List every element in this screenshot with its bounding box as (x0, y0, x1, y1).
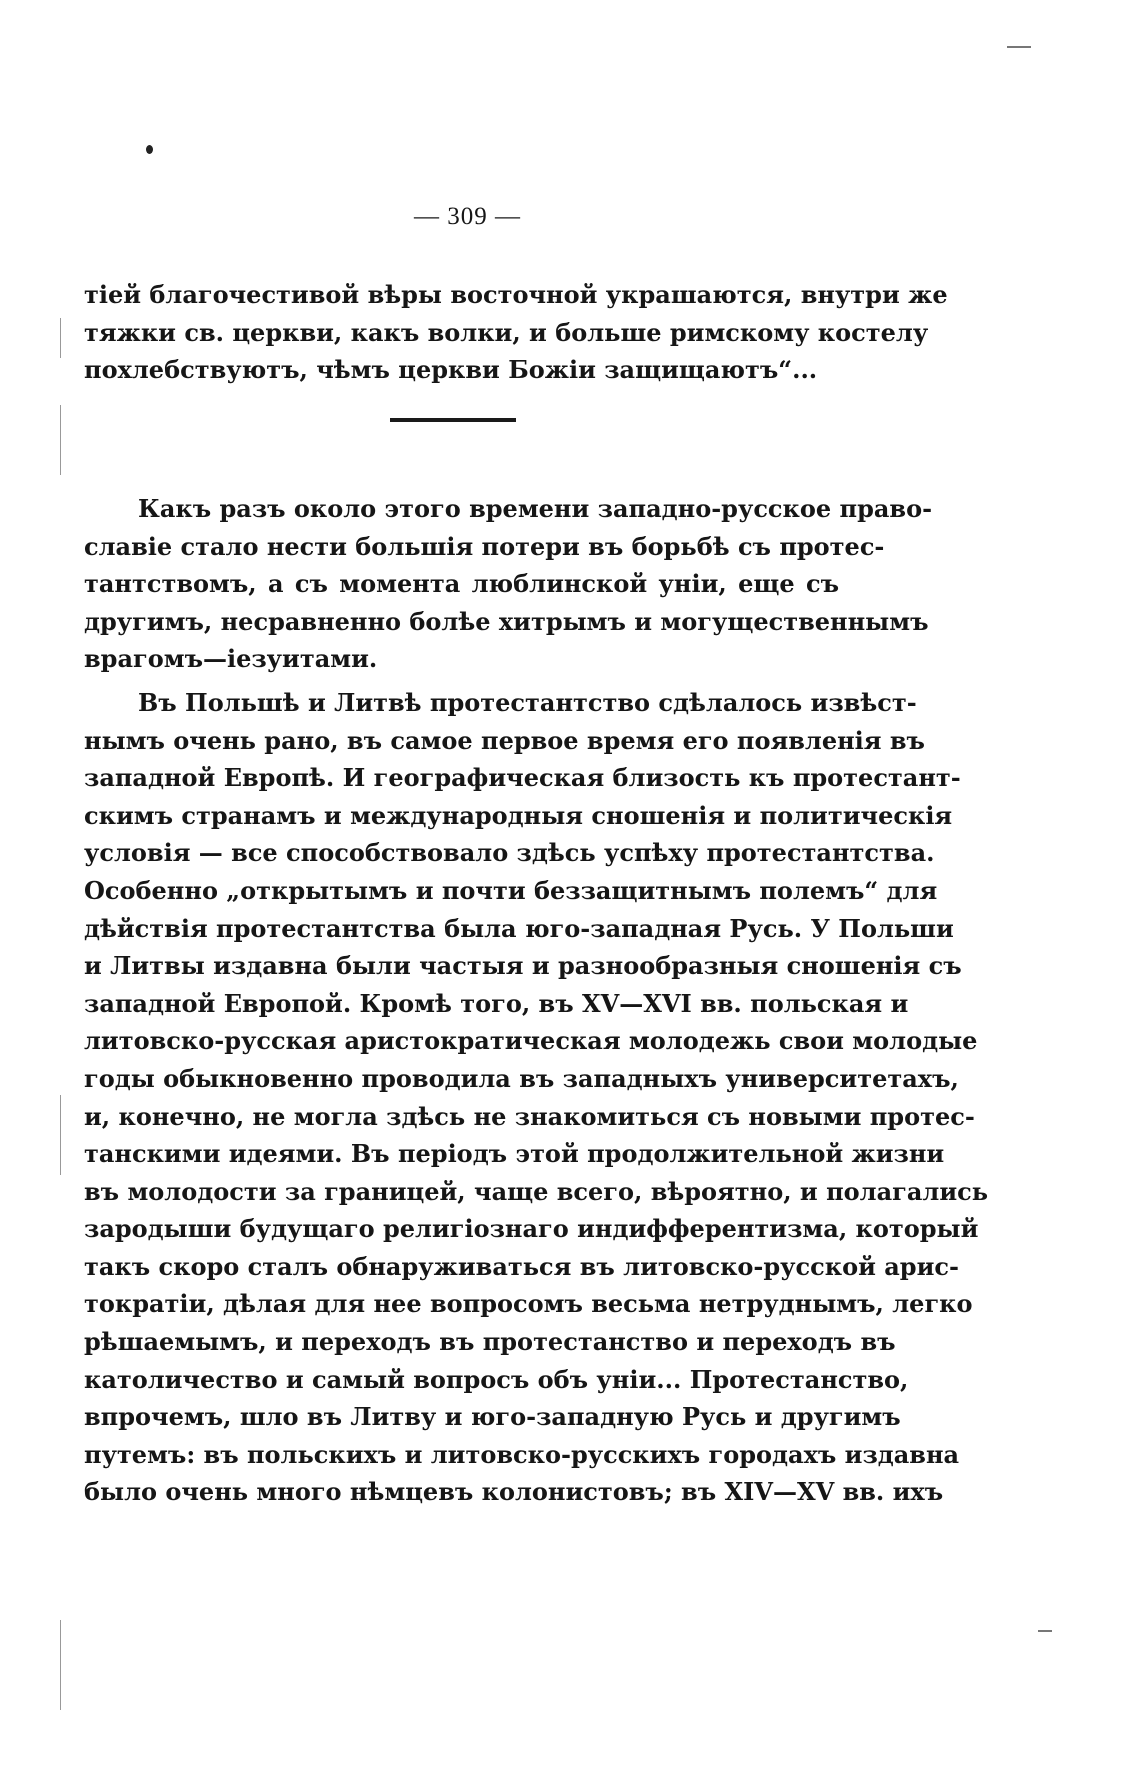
text-line: похлебствуютъ, чѣмъ церкви Божіи защищаютъ“... (84, 355, 818, 385)
margin-line-mark (60, 1095, 61, 1175)
text-line: тяжки св. церкви, какъ волки, и больше римскому костелу (84, 317, 929, 347)
page-number: — 309 — (414, 203, 521, 230)
text-line: такъ скоро сталъ обнаруживаться въ литовско-русской арис- (84, 1251, 959, 1281)
text-line: условія — все способствовало здѣсь успѣху протестантства. (84, 838, 935, 868)
text-line: впрочемъ, шло въ Литву и юго-западную Русь и другимъ (84, 1402, 901, 1432)
text-line: славіе стало нести большія потери въ борьбѣ съ протес- (84, 531, 885, 561)
text-line: Какъ разъ около этого времени западно-русское право- (138, 494, 933, 523)
text-line: западной Европѣ. И географическая близость къ протестант- (84, 763, 961, 793)
text-line: въ молодости за границей, чаще всего, вѣроятно, и полагались (84, 1176, 989, 1206)
text-line: скимъ странамъ и международныя сношенія и политическія (84, 800, 953, 830)
text-line: дѣйствія протестантства была юго-западная Русь. У Польши (84, 913, 954, 943)
text-line: и, конечно, не могла здѣсь не знакомиться съ новыми протес- (84, 1101, 975, 1131)
paragraph-2 (84, 684, 989, 1511)
text-line: было очень много нѣмцевъ колонистовъ; въ XIV—XV вв. ихъ (84, 1477, 944, 1507)
paragraph-1 (84, 490, 933, 678)
text-line: католичество и самый вопросъ объ уніи... Протестанство, (84, 1364, 909, 1394)
text-line: другимъ, несравненно болѣе хитрымъ и могущественнымъ (84, 606, 929, 636)
body-text-block (84, 490, 989, 1511)
text-line: танскими идеями. Въ періодъ этой продолжительной жизни (84, 1139, 945, 1169)
text-line: врагомъ—іезуитами. (84, 644, 378, 674)
text-line: Въ Польшѣ и Литвѣ протестантство сдѣлалось извѣст- (138, 687, 917, 717)
text-line: литовско-русская аристократическая молодежь свои молодые (84, 1026, 978, 1056)
text-line: зародыши будущаго религіознаго индифферентизма, который (84, 1214, 979, 1244)
section-divider-rule (390, 418, 516, 422)
text-line: нымъ очень рано, въ самое первое время его появленія въ (84, 725, 925, 755)
text-line: Особенно „открытымъ и почти беззащитнымъ полемъ“ для (84, 875, 938, 905)
scan-speck-mark (1038, 1630, 1052, 1632)
text-line: западной Европой. Кромѣ того, въ XV—XVI вв. польская и (84, 988, 909, 1018)
text-line: путемъ: въ польскихъ и литовско-русскихъ городахъ издавна (84, 1439, 960, 1469)
text-line: и Литвы издавна были частыя и разнообразныя сношенія съ (84, 951, 962, 981)
text-line: тантствомъ, а съ момента люблинской уніи, еще съ (84, 569, 839, 599)
text-line: тократіи, дѣлая для нее вопросомъ весьма нетруднымъ, легко (84, 1289, 973, 1319)
scan-speck-mark (1007, 46, 1031, 48)
text-line: тіей благочестивой вѣры восточной украшаются, внутри же (84, 280, 948, 309)
intro-quote-block (84, 276, 948, 389)
margin-dot-mark (146, 145, 153, 154)
margin-line-mark (60, 405, 61, 475)
margin-line-mark (60, 1620, 61, 1710)
margin-line-mark (60, 318, 61, 358)
text-line: годы обыкновенно проводила въ западныхъ университетахъ, (84, 1063, 959, 1093)
text-line: рѣшаемымъ, и переходъ въ протестанство и переходъ въ (84, 1327, 896, 1357)
